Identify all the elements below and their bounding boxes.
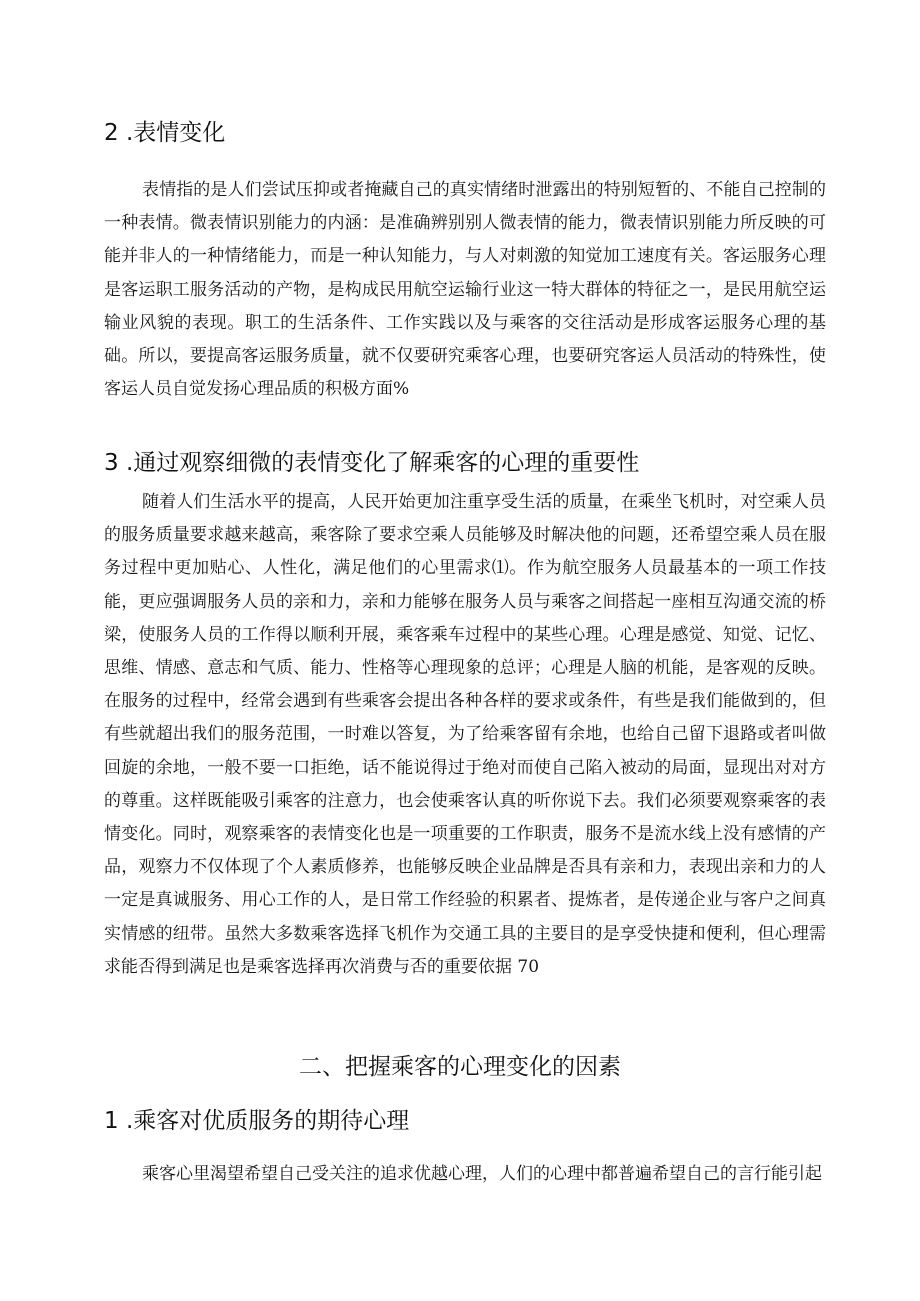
paragraph-expression-change: 表情指的是人们尝试压抑或者掩藏自己的真实情绪时泄露出的特别短暂的、不能自己控制的一种表情。微表情识别能力的内涵：是准确辨别别人微表情的能力，微表情识别能力所反映的可能并非人的一种情绪能力，而是一种认知能力，与人对刺激的知觉加工速度有关。客运服务心理是客运职工服务活动的产物，是构成民用航空运输行业这一特大群体的特征之一，是民用航空运输业风貌的表现。职工的生活条件、工作实践以及与乘客的交往活动是形成客运服务心理的基础。所以，要提高客运服务质量，就不仅要研究乘客心理，也要研究客运人员活动的特殊性，使客运人员自觉发扬心理品质的积极方面% [104,180,826,400]
section-heading-importance: 3 .通过观察细微的表情变化了解乘客的心理的重要性 [104,450,640,476]
section-heading-expectation: 1 .乘客对优质服务的期待心理 [104,1108,410,1134]
section-heading-expression-change: 2 .表情变化 [104,120,226,146]
chapter-title: 二、把握乘客的心理变化的因素 [299,1054,621,1080]
paragraph-expectation: 乘客心里渴望希望自己受关注的追求优越心理，人们的心理中都普遍希望自己的言行能引起 [142,1164,822,1184]
paragraph-importance: 随着人们生活水平的提高，人民开始更加注重享受生活的质量，在乘坐飞机时，对空乘人员的服务质量要求越来越高，乘客除了要求空乘人员能够及时解决他的问题，还希望空乘人员在服务过程中更加贴心、人性化，满足他们的心里需求⑴。作为航空服务人员最基本的一项工作技能，更应强调服务人员的亲和力，亲和力能够在服务人员与乘客之间搭起一座相互沟通交流的桥梁，使服务人员的工作得以顺利开展，乘客乘车过程中的某些心理。心理是感觉、知觉、记忆、思维、情感、意志和气质、能力、性格等心理现象的总评；心理是人脑的机能，是客观的反映。在服务的过程中，经常会遇到有些乘客会提出各种各样的要求或条件，有些是我们能做到的，但有些就超出我们的服务范围，一时难以答复，为了给乘客留有余地，也给自己留下退路或者叫做回旋的余地，一般不要一口拒绝，话不能说得过于绝对而使自己陷入被动的局面，显现出对对方的尊重。这样既能吸引乘客的注意力，也会使乘客认真的听你说下去。我们必须要观察乘客的表情变化。同时，观察乘客的表情变化也是一项重要的工作职责，服务不是流水线上没有感情的产品，观察力不仅体现了个人素质修养，也能够反映企业品牌是否具有亲和力，表现出亲和力的人一定是真诚服务、用心工作的人，是日常工作经验的积累者、提炼者，是传递企业与客户之间真实情感的纽带。虽然大多数乘客选择飞机作为交通工具的主要目的是享受快捷和便利，但心理需求能否得到满足也是乘客选择再次消费与否的重要依据 70 [104,492,826,977]
